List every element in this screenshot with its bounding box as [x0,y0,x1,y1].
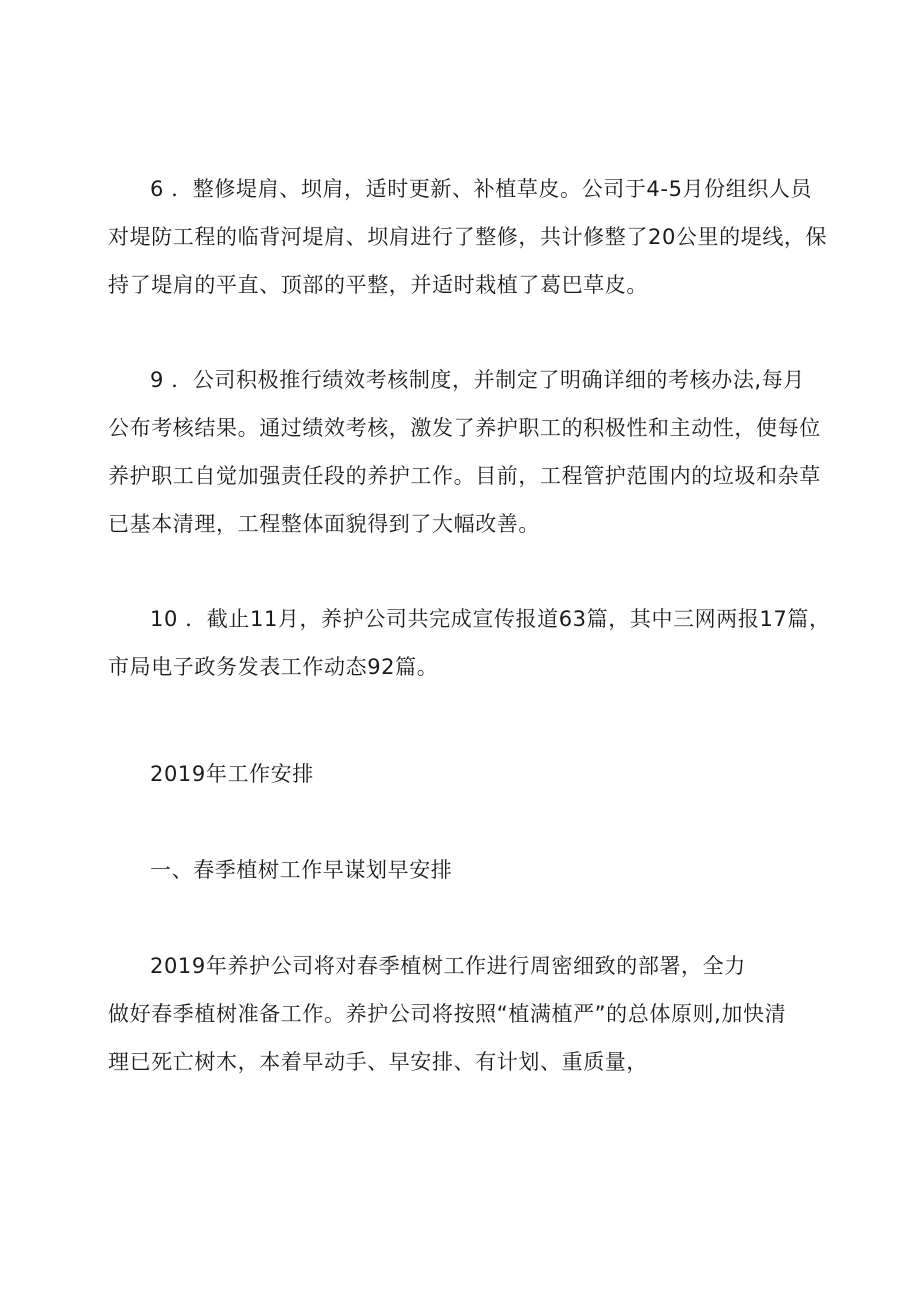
para-9-line-1: 9 ．公司积极推行绩效考核制度，并制定了明确详细的考核办法,每月 [150,368,805,392]
para-6-line-2: 对堤防工程的临背河堤肩、坝肩进行了整修，共计修整了20公里的堤线，保 [108,225,828,249]
para-10-line-2: 市局电子政务发表工作动态92篇。 [108,655,439,679]
heading-section-1: 一、春季植树工作早谋划早安排 [150,858,453,882]
para-9-line-2: 公布考核结果。通过绩效考核，激发了养护职工的积极性和主动性，使每位 [108,416,821,440]
para-10-line-1: 10 ．截止11月，养护公司共完成宣传报道63篇，其中三网两报17篇， [150,607,831,631]
heading-2019-plan: 2019年工作安排 [150,762,314,786]
para-plan-line-2: 做好春季植树准备工作。养护公司将按照“植满植严”的总体原则,加快清 [108,1002,787,1026]
para-6-line-1: 6 ．整修堤肩、坝肩，适时更新、补植草皮。公司于4-5月份组织人员 [150,177,813,201]
para-6-line-3: 持了堤肩的平直、顶部的平整，并适时栽植了葛巴草皮。 [108,273,648,297]
para-plan-line-3: 理已死亡树木，本着早动手、早安排、有计划、重质量， [108,1050,648,1074]
para-plan-line-1: 2019年养护公司将对春季植树工作进行周密细致的部署，全力 [150,954,746,978]
para-9-line-3: 养护职工自觉加强责任段的养护工作。目前，工程管护范围内的垃圾和杂草 [108,464,821,488]
para-9-line-4: 已基本清理，工程整体面貌得到了大幅改善。 [108,512,540,536]
